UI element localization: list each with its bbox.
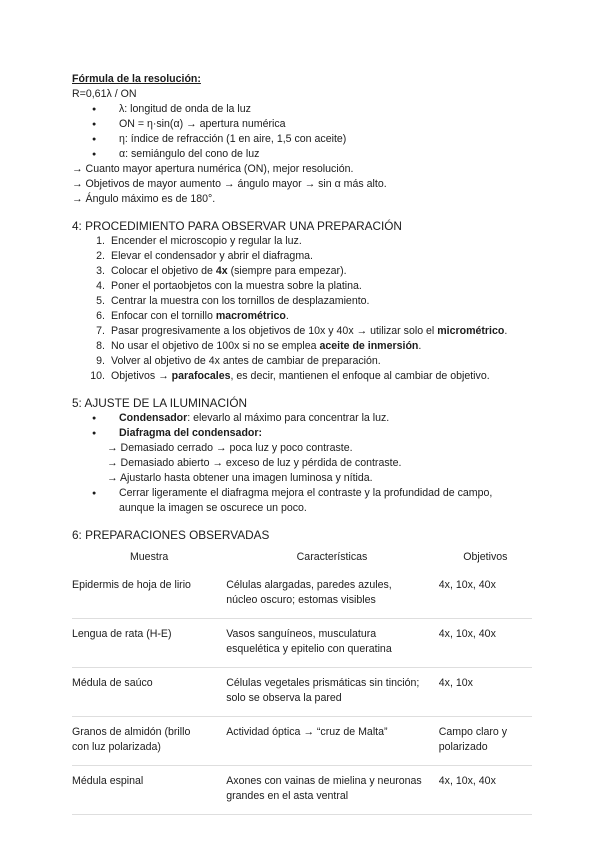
cell-line: Granos de almidón (brillo: [72, 726, 191, 738]
cell-line: núcleo oscuro; estomas visibles: [226, 594, 376, 606]
step-bold-text: aceite de inmersión: [319, 340, 419, 352]
cell-line: polarizado: [438, 741, 488, 753]
cell-objetivos: [439, 619, 532, 668]
cell-line: Campo claro y: [438, 726, 508, 738]
cell-line: Células vegetales prismáticas sin tinción;: [226, 677, 420, 689]
step-text: No usar el objetivo de 100x si no se emplea: [111, 340, 320, 352]
cell-line: grandes en el asta ventral: [226, 790, 349, 802]
procedure-step: [72, 324, 540, 339]
step-text: Volver al objetivo de 4x antes de cambiar de preparación.: [111, 355, 381, 367]
condensador-item: [72, 411, 540, 426]
step-text-end: , es decir, mantienen el enfoque al cambiar de objetivo.: [230, 370, 490, 382]
cell-line: 4x, 10x, 40x: [438, 775, 496, 787]
formula-note: → Cuanto mayor apertura numérica (ON), mejor resolución.: [72, 163, 354, 175]
table-row: [72, 668, 532, 717]
cell-line: Médula espinal: [72, 775, 144, 787]
formula-equation: R=0,61λ / ON: [72, 88, 137, 100]
procedure-step: [72, 354, 540, 369]
table-row: [72, 717, 532, 766]
step-text-end: .: [504, 325, 508, 337]
step-number: 2.: [96, 250, 105, 262]
cell-line: solo se observa la pared: [226, 692, 342, 704]
step-text-end: .: [285, 310, 289, 322]
cell-objetivos: [439, 668, 532, 717]
step-text-end: (siempre para empezar).: [227, 265, 347, 277]
cell-line: Axones con vainas de mielina y neuronas: [226, 775, 422, 787]
step-number: 10.: [90, 370, 105, 382]
section-6-title: 6: PREPARACIONES OBSERVADAS: [72, 528, 270, 542]
cell-objetivos: [439, 766, 532, 815]
diafragma-item: [72, 426, 540, 441]
procedure-list: [72, 234, 540, 384]
cell-muestra: [72, 668, 226, 717]
cell-line: Células alargadas, paredes azules,: [226, 579, 392, 591]
procedure-step: [72, 279, 540, 294]
step-text: Elevar el condensador y abrir el diafragma.: [111, 250, 313, 262]
cell-line: Lengua de rata (H-E): [72, 628, 172, 640]
cell-line: 4x, 10x, 40x: [438, 628, 496, 640]
step-bold-text: micrométrico: [437, 325, 505, 337]
formula-note: → Objetivos de mayor aumento → ángulo mayor → sin α más alto.: [72, 178, 387, 190]
cell-caracteristicas: [226, 668, 439, 717]
header-caracteristicas: Características: [296, 551, 368, 563]
step-bold-text: macrométrico: [215, 310, 286, 322]
step-text: Colocar el objetivo de: [111, 265, 216, 277]
section-5-title: 5: AJUSTE DE LA ILUMINACIÓN: [72, 396, 248, 410]
procedure-step: [72, 264, 540, 279]
cell-line: Epidermis de hoja de lirio: [72, 579, 191, 591]
section-4-title: 4: PROCEDIMIENTO PARA OBSERVAR UNA PREPARACIÓN: [72, 219, 402, 233]
step-text: Enfocar con el tornillo: [111, 310, 216, 322]
step-number: 7.: [96, 325, 105, 337]
cell-line: Médula de saúco: [72, 677, 153, 689]
step-number: 9.: [96, 355, 105, 367]
step-number: 3.: [96, 265, 105, 277]
document-page: [72, 72, 540, 815]
step-number: 1.: [96, 235, 105, 247]
formula-bullet: ● α: semiángulo del cono de luz: [72, 147, 540, 162]
cell-objetivos: [439, 570, 532, 619]
procedure-step: [72, 369, 540, 384]
cell-caracteristicas: [226, 619, 439, 668]
diafragma-subitem: → Ajustarlo hasta obtener una imagen luminosa y nítida.: [107, 472, 373, 484]
cell-caracteristicas: [226, 570, 439, 619]
header-muestra: Muestra: [129, 551, 169, 563]
step-text-end: .: [418, 340, 422, 352]
procedure-step: [72, 294, 540, 309]
formula-note: → Ángulo máximo es de 180°.: [72, 193, 216, 205]
formula-bullet: ● ON = η·sin(α) → apertura numérica: [72, 117, 540, 132]
formula-bullet: ● λ: longitud de onda de la luz: [72, 102, 540, 117]
formula-title: Fórmula de la resolución:: [72, 73, 201, 85]
table-row: [72, 619, 532, 668]
cell-objetivos: [439, 717, 532, 766]
step-number: 8.: [96, 340, 105, 352]
cell-line: Vasos sanguíneos, musculatura: [226, 628, 377, 640]
cell-caracteristicas: [226, 717, 439, 766]
diafragma-tip: ● Cerrar ligeramente el diafragma mejora el contraste y la profundidad de campo,: [72, 486, 540, 501]
procedure-step: [72, 339, 540, 354]
cell-muestra: [72, 766, 226, 815]
step-text: Objetivos →: [111, 370, 172, 382]
diafragma-label: Diafragma del condensador:: [119, 427, 263, 439]
step-number: 4.: [96, 280, 105, 292]
table-header-row: [72, 550, 532, 570]
cell-line: esquelética y epitelio con queratina: [226, 643, 392, 655]
formula-bullet: ● η: índice de refracción (1 en aire, 1,5 con aceite): [72, 132, 540, 147]
preparations-table: [72, 550, 532, 815]
procedure-step: [72, 309, 540, 324]
step-text: Pasar progresivamente a los objetivos de 10x y 40x → utilizar solo el: [111, 325, 438, 337]
cell-line: con luz polarizada): [72, 741, 161, 753]
cell-caracteristicas: [226, 766, 439, 815]
diafragma-tip-cont: aunque la imagen se oscurece un poco.: [119, 502, 307, 514]
procedure-step: [72, 249, 540, 264]
step-number: 6.: [96, 310, 105, 322]
cell-line: 4x, 10x, 40x: [438, 579, 496, 591]
step-bold-text: 4x: [215, 265, 228, 277]
table-row: [72, 766, 532, 815]
cell-line: Actividad óptica → “cruz de Malta”: [226, 726, 388, 738]
step-bold-text: parafocales: [171, 370, 231, 382]
cell-muestra: [72, 570, 226, 619]
cell-line: 4x, 10x: [438, 677, 473, 689]
step-text: Centrar la muestra con los tornillos de desplazamiento.: [111, 295, 370, 307]
table-row: [72, 570, 532, 619]
procedure-step: [72, 234, 540, 249]
step-number: 5.: [96, 295, 105, 307]
cell-muestra: [72, 619, 226, 668]
step-text: Encender el microscopio y regular la luz.: [111, 235, 302, 247]
condensador-text: : elevarlo al máximo para concentrar la luz.: [187, 412, 390, 424]
diafragma-subitem: → Demasiado cerrado → poca luz y poco contraste.: [107, 442, 353, 454]
step-text: Poner el portaobjetos con la muestra sobre la platina.: [111, 280, 362, 292]
cell-muestra: [72, 717, 226, 766]
diafragma-subitem: → Demasiado abierto → exceso de luz y pérdida de contraste.: [107, 457, 402, 469]
condensador-label: Condensador: [119, 412, 188, 424]
header-objetivos: Objetivos: [463, 551, 508, 563]
